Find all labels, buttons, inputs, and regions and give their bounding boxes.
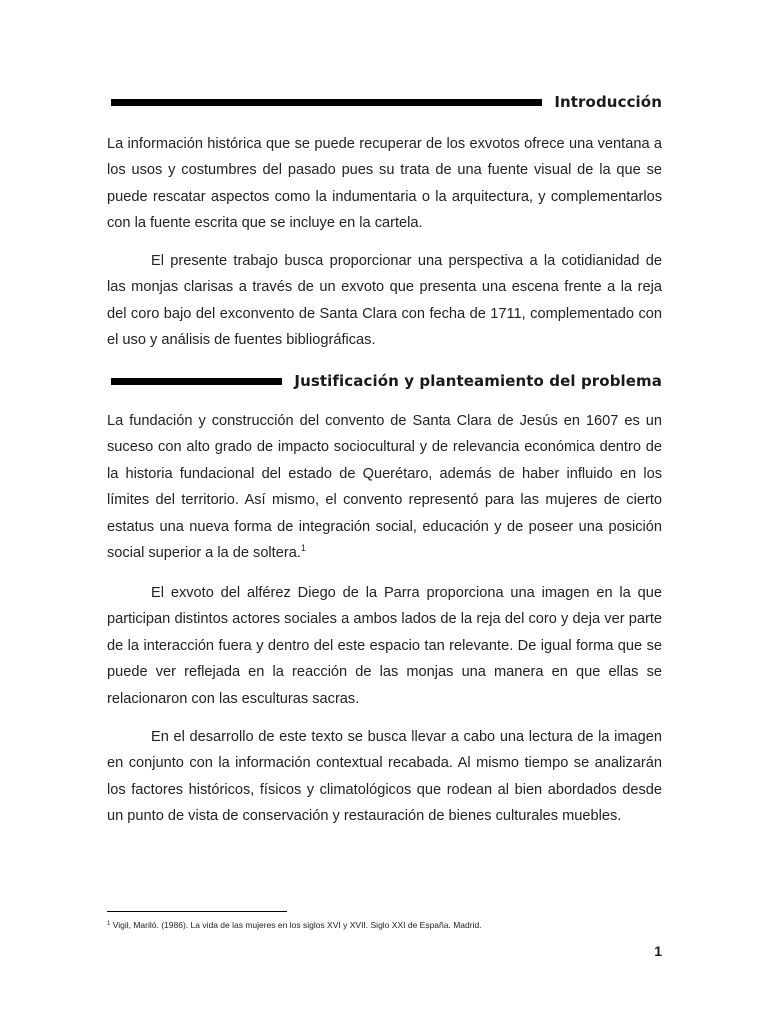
- heading-rule: [111, 378, 282, 385]
- page-number: 1: [654, 943, 662, 959]
- heading-text: Introducción: [554, 93, 662, 111]
- paragraph-text: La fundación y construcción del convento de Santa Clara de Jesús en 1607 es un suceso con alto grado de impacto sociocultural y de relevancia económica dentro de la historia fundacional del estado de Querétaro, además de haber influido en los límites del territorio. Así mismo, el convento representó para las mujeres de cierto estatus una nueva forma de integración social, educación y de poseer una posición social superior a la de soltera.: [107, 413, 662, 562]
- paragraph: El presente trabajo busca proporcionar una perspectiva a la cotidianidad de las monjas clarisas a través de un exvoto que presenta una escena frente a la reja del coro bajo del exconvento de Santa Clara con fecha de 1711, complementado con el uso y análisis de fuentes bibliográficas.: [107, 253, 662, 349]
- paragraph: La información histórica que se puede recuperar de los exvotos ofrece una ventana a los usos y costumbres del pasado pues su trata de una fuente visual de la que se puede rescatar aspectos como la indumentaria o la arquitectura, y complementarlos con la fuente escrita que se incluye en la cartela.: [107, 136, 662, 232]
- paragraph: En el desarrollo de este texto se busca llevar a cabo una lectura de la imagen en conjunto con la información contextual recabada. Al mismo tiempo se analizarán los factores históricos, físicos y climatológicos que rodean al bien abordados desde un punto de vista de conservación y restauración de bienes culturales muebles.: [107, 729, 662, 825]
- footnote-text: Vigil, Mariló. (1986). La vida de las mujeres en los siglos XVI y XVII. Siglo XXI de España. Madrid.: [112, 920, 482, 930]
- footnote: [107, 919, 667, 931]
- footnote-reference[interactable]: 1: [300, 543, 306, 554]
- paragraph: El exvoto del alférez Diego de la Parra proporciona una imagen en la que participan distintos actores sociales a ambos lados de la reja del coro y deja ver parte de la interacción fuera y dentro del este espacio tan relevante. De igual forma que se puede ver reflejada en la reacción de las monjas una manera en que ellas se relacionaron con las esculturas sacras.: [107, 585, 662, 707]
- section-heading-justificacion: [111, 372, 662, 390]
- footnote-separator: [107, 911, 287, 912]
- heading-rule: [111, 99, 542, 106]
- paragraph: [107, 408, 662, 566]
- footnote-marker: 1: [107, 921, 111, 927]
- heading-text: Justificación y planteamiento del problema: [294, 372, 662, 390]
- section-heading-introduccion: [111, 93, 662, 111]
